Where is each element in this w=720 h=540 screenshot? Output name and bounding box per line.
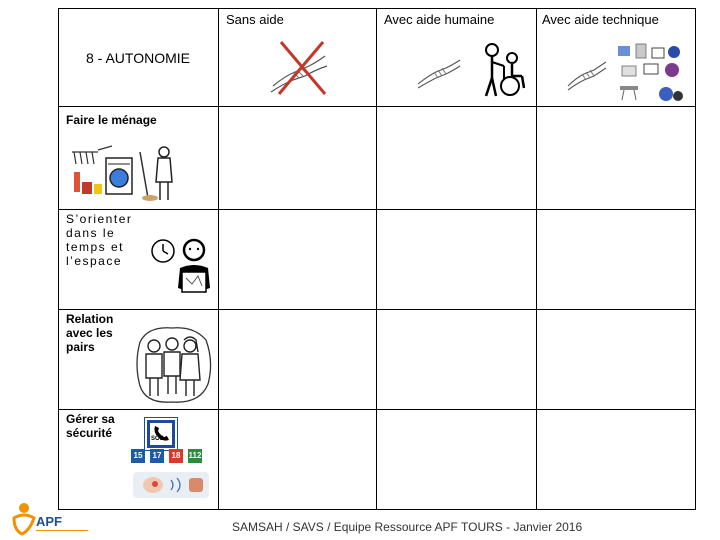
grid-row3-bottom-border xyxy=(58,409,696,410)
emergency-number-18: 18 xyxy=(169,449,183,463)
logo-underline xyxy=(36,530,88,531)
grid-top-border xyxy=(58,8,696,9)
grid-left-border xyxy=(58,8,59,510)
grid-col1-border xyxy=(218,8,219,510)
emergency-number-17: 17 xyxy=(150,449,164,463)
clock-icon xyxy=(150,238,176,264)
column-header-aide-technique: Avec aide technique xyxy=(542,12,659,27)
row-label-menage: Faire le ménage xyxy=(66,113,157,127)
grid-row2-bottom-border xyxy=(58,309,696,310)
grid-row1-bottom-border xyxy=(58,209,696,210)
sos-phone-sign-icon xyxy=(145,418,177,450)
person-map-icon xyxy=(174,238,214,300)
handshake-icon xyxy=(416,54,462,90)
column-header-aide-humaine: Avec aide humaine xyxy=(384,12,495,27)
emergency-number-15: 15 xyxy=(131,449,145,463)
row-label-orienter: S’orienter dans le temps et l’espace xyxy=(66,212,133,268)
row-label-securite: Gérer sa sécurité xyxy=(66,412,115,440)
sign-caption: SOS xyxy=(151,436,164,442)
technical-aids-icon xyxy=(614,40,688,106)
grid-right-border xyxy=(695,8,696,510)
grid-col2-border xyxy=(376,8,377,510)
apf-logo-icon xyxy=(8,500,38,536)
apf-logo-text: APF xyxy=(36,514,62,529)
grid-col3-border xyxy=(536,8,537,510)
column-header-sans-aide: Sans aide xyxy=(226,12,284,27)
crossed-handshake-icon xyxy=(265,36,333,100)
grid-bottom-border xyxy=(58,509,696,510)
alarm-device-icon xyxy=(133,472,209,498)
section-title: 8 - AUTONOMIE xyxy=(86,50,190,66)
footer-credit: SAMSAH / SAVS / Equipe Ressource APF TOURS - Janvier 2016 xyxy=(232,520,583,534)
peers-group-icon xyxy=(130,322,214,406)
handshake-tech-icon xyxy=(566,58,608,92)
emergency-number-112: 112 xyxy=(188,449,202,463)
cleaning-icon xyxy=(68,142,178,204)
row-label-relation: Relation avec les pairs xyxy=(66,312,114,354)
wheelchair-helper-icon xyxy=(482,42,528,98)
grid-header-bottom-border xyxy=(58,106,696,107)
